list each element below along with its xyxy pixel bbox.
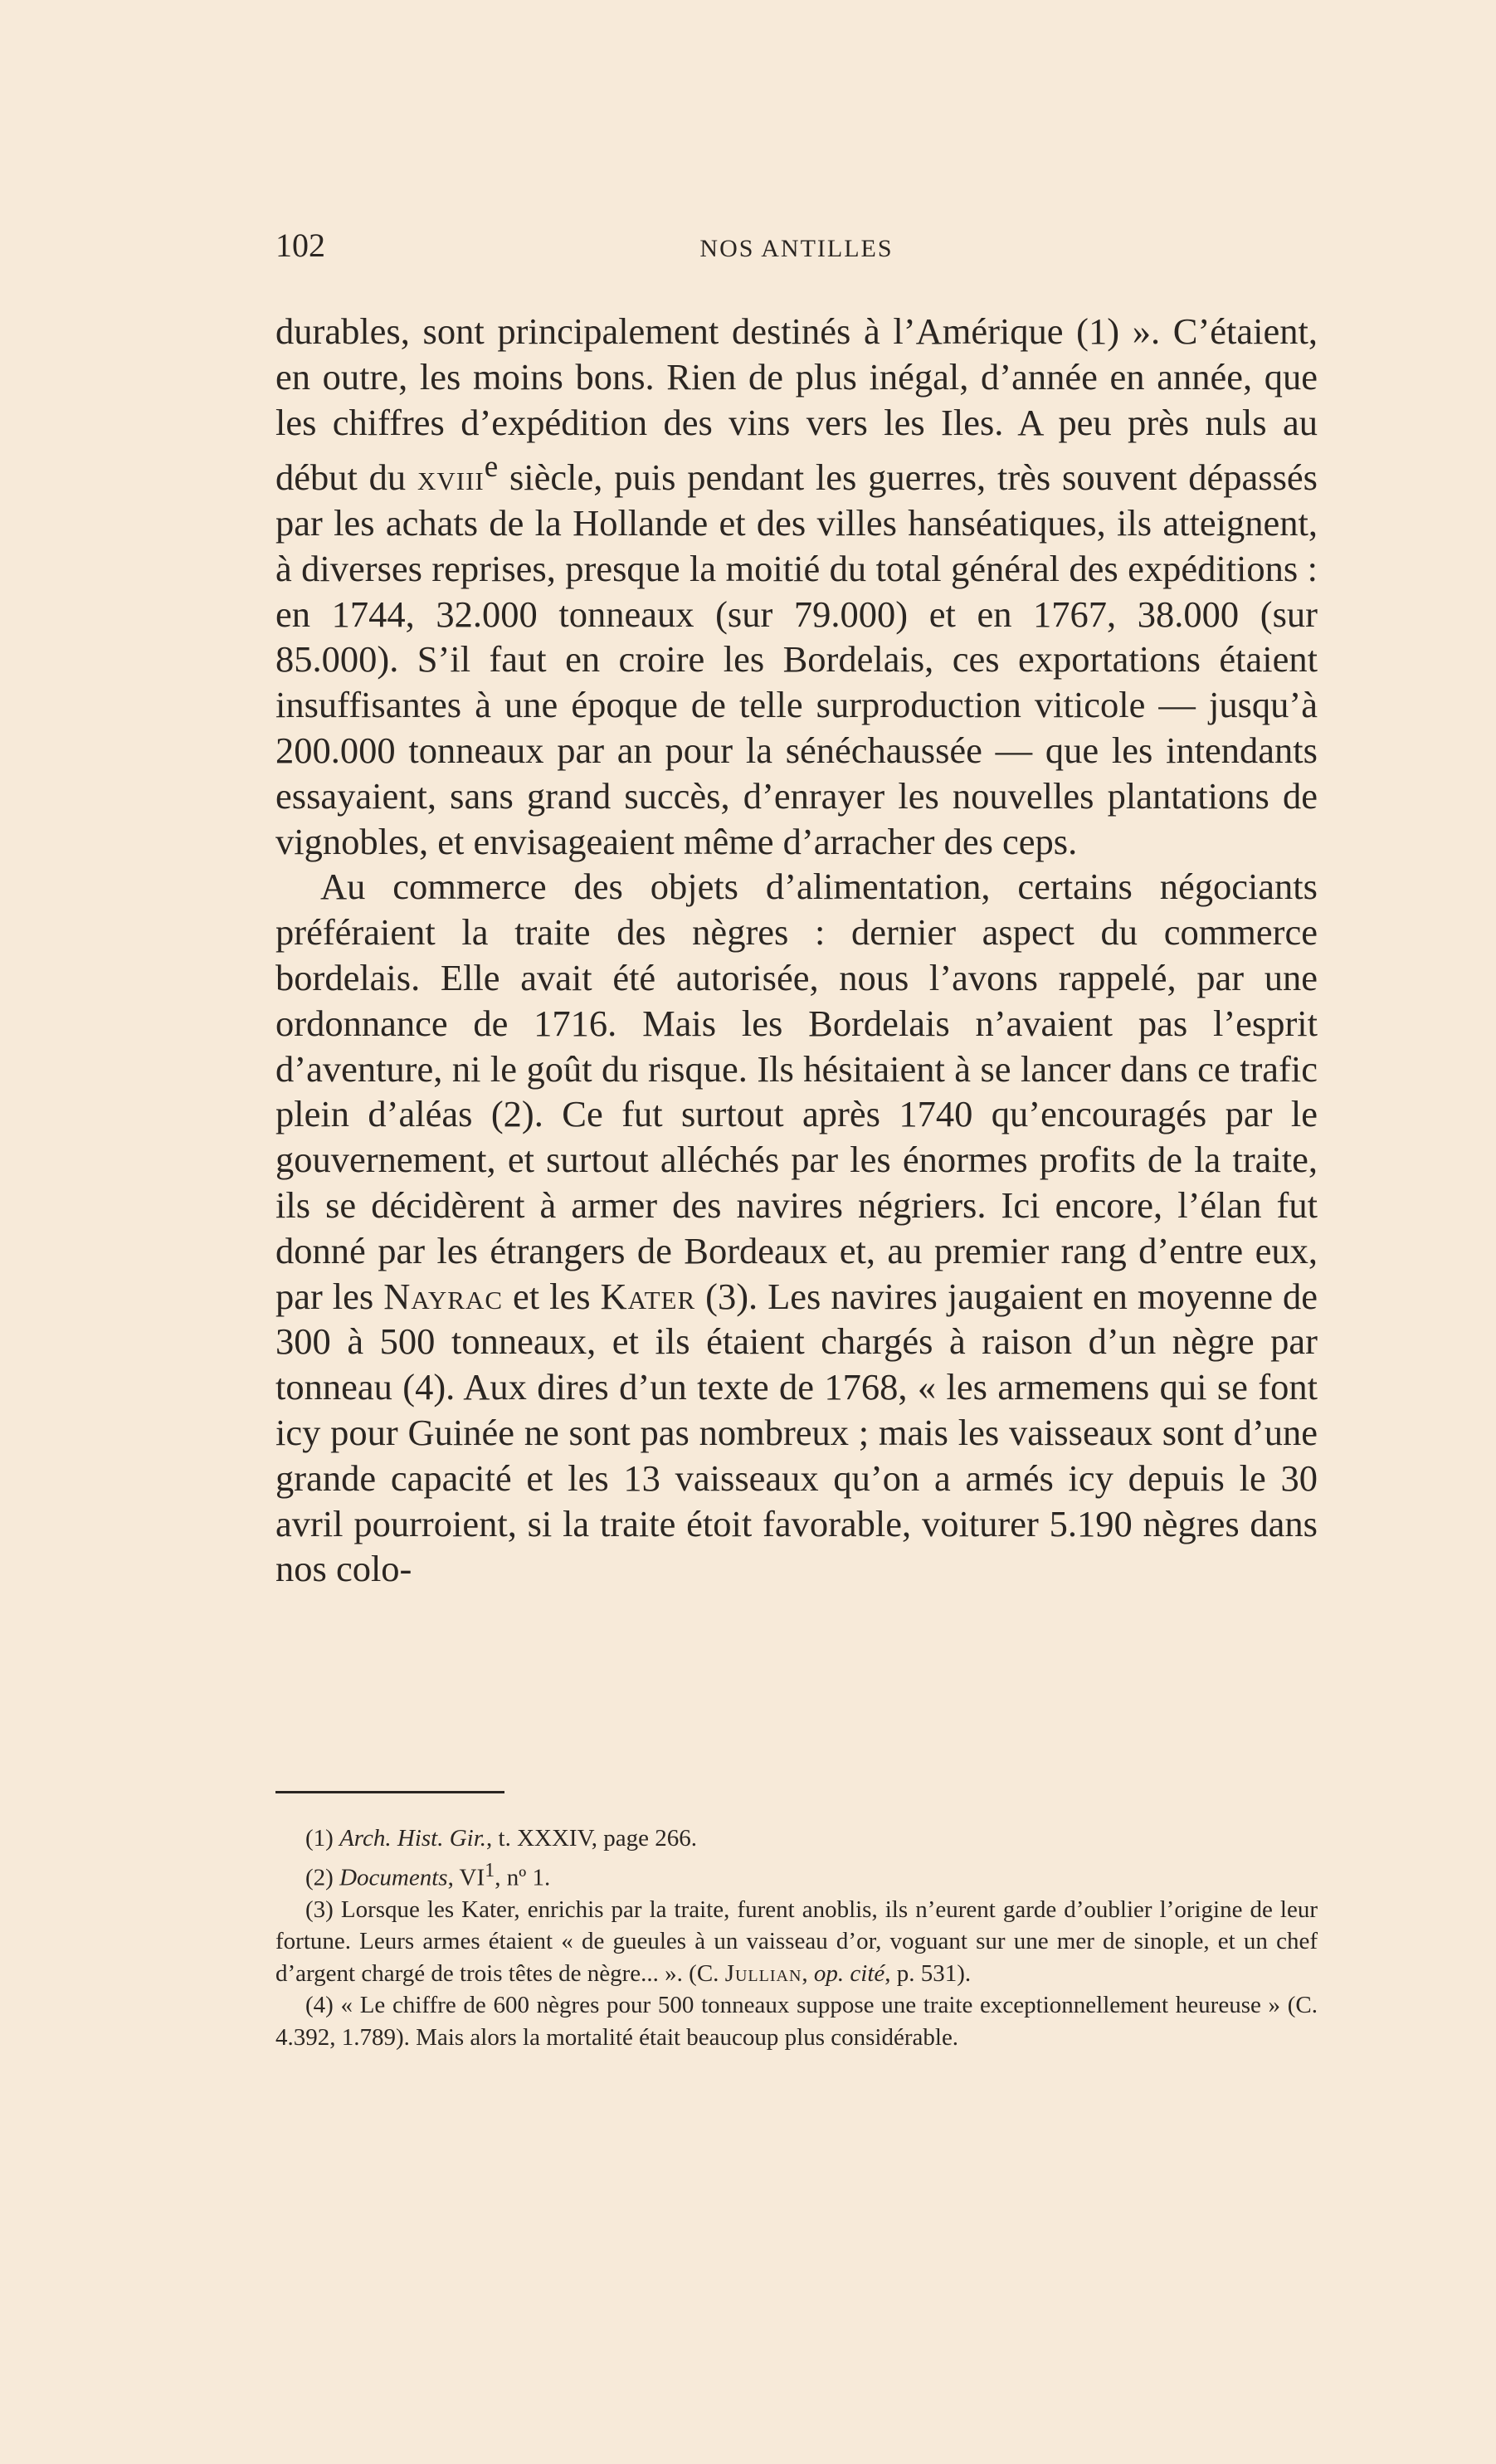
footnote-3-author: Jullian <box>724 1959 802 1987</box>
paragraph-2 <box>275 864 1318 1592</box>
footnote-separator <box>275 1791 504 1793</box>
paragraph-1-text-b: siècle, puis pendant les guerres, très souvent dépassés par les achats de la Hollande et des villes hanséatiques, ils atteignent, à diverses reprises, presque la moitié du total général des expéditions : en 1744, 32.000 tonneaux (sur 79.000) et en 1767, 38.000 (sur 85.000). S’il faut en croire les Bordelais, ces exportations étaient insuffisantes à une époque de telle surproduction viticole — jusqu’à 200.000 tonneaux par an pour la sénéchaussée — que les intendants essayaient, sans grand succès, d’enrayer les nouvelles plantations de vignobles, et envisageaient même d’arracher des ceps. <box>275 456 1318 862</box>
family-name-nayrac: Nayrac <box>383 1275 504 1317</box>
paragraph-2-text-a: Au commerce des objets d’alimentation, certains négociants préféraient la traite des nègres : dernier aspect du commerce bordelais. Elle avait été autorisée, nous l’avons rappelé, par une ordonnance de 1716. Mais les Bordelais n’avaient pas l’esprit d’aventure, ni le goût du risque. Ils hésitaient à se lancer dans ce trafic plein d’aléas (2). Ce fut surtout après 1740 qu’encouragés par le gouvernement, et surtout alléchés par les énormes profits de la traite, ils se décidèrent à armer des navires négriers. Ici encore, l’élan fut donné par les étrangers de Bordeaux et, au premier rang d’entre eux, par les <box>275 866 1318 1317</box>
footnote-2-rest: , VI <box>447 1864 485 1891</box>
main-text <box>275 309 1318 1592</box>
paragraph-1 <box>275 309 1318 864</box>
century-numeral: xviii <box>417 456 485 499</box>
footnote-2-superscript: 1 <box>485 1858 495 1881</box>
footnote-2 <box>275 1855 1318 1894</box>
century-superscript: e <box>484 450 499 485</box>
footnote-2-number: (2) <box>305 1864 340 1891</box>
footnote-1-number: (1) <box>305 1825 340 1852</box>
footnotes <box>275 1822 1318 2053</box>
footnote-3 <box>275 1894 1318 1990</box>
page-header <box>275 222 1318 272</box>
footnote-1 <box>275 1822 1318 1855</box>
running-title: NOS ANTILLES <box>699 235 894 262</box>
paragraph-2-text-b: et les <box>503 1275 601 1317</box>
page-number: 102 <box>275 227 325 264</box>
footnote-2-rest-2: , nº 1. <box>495 1864 551 1891</box>
footnote-3-text-c: , p. 531). <box>884 1959 972 1987</box>
footnote-3-text-b: , <box>802 1959 814 1987</box>
footnote-3-text-a: (3) Lorsque les Kater, enrichis par la traite, furent anoblis, ils n’eurent garde d’oublier l’origine de leur fortune. Leurs armes étaient « de gueules à un vaisseau d’or, voguant sur une mer de sinople, et un chef d’argent chargé de trois têtes de nègre... ». (C. <box>275 1896 1318 1987</box>
footnote-4 <box>275 1989 1318 2053</box>
footnote-4-text: (4) « Le chiffre de 600 nègres pour 500 tonneaux suppose une traite exceptionnellement heureuse » (C. 4.392, 1.789). Mais alors la mortalité était beaucoup plus considérable. <box>275 1992 1318 2051</box>
footnote-1-rest: , t. XXXIV, page 266. <box>486 1825 698 1852</box>
footnote-2-source: Documents <box>339 1864 448 1891</box>
family-name-kater: Kater <box>600 1275 696 1317</box>
footnote-3-op-cite: op. cité <box>813 1959 885 1987</box>
paragraph-2-text-c: (3). Les navires jaugaient en moyenne de 300 à 500 tonneaux, et ils étaient chargés à raison d’un nègre par tonneau (4). Aux dires d’un texte de 1768, « les armemens qui se font icy pour Guinée ne sont pas nombreux ; mais les vaisseaux sont d’une grande capacité et les 13 vaisseaux qu’on a armés icy depuis le 30 avril pourroient, si la traite étoit favorable, voiturer 5.190 nègres dans nos colo- <box>275 1275 1318 1590</box>
footnote-1-source: Arch. Hist. Gir. <box>339 1825 487 1852</box>
paragraph-1-text-a: durables, sont principalement destinés à l’Amérique (1) ». C’étaient, en outre, les moins bons. Rien de plus inégal, d’année en année, que les chiffres d’expédition des vins vers les Iles. A peu près nuls au début du <box>275 310 1318 499</box>
